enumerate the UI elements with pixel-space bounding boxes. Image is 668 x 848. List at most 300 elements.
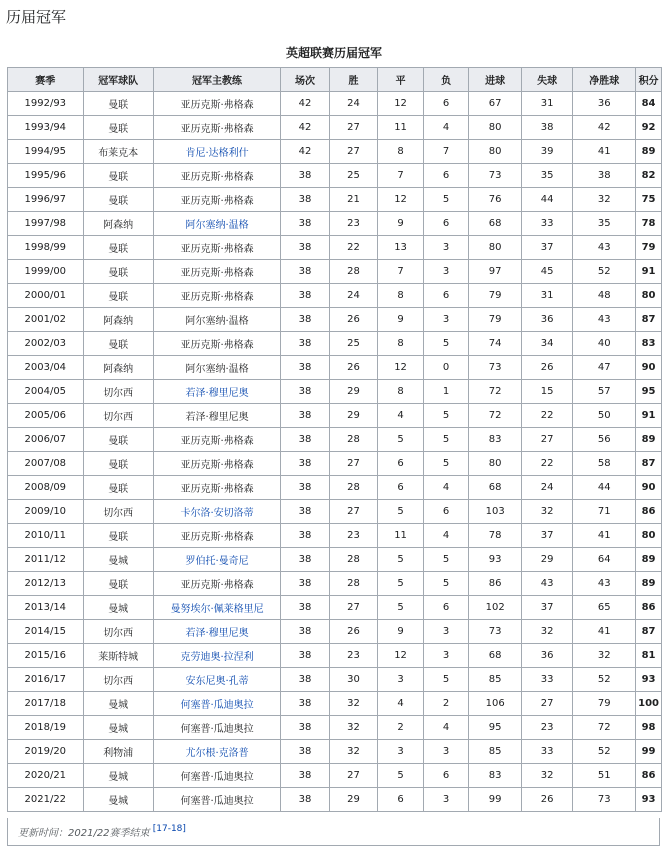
played-cell: 38 [281,164,329,188]
header-played: 场次 [281,68,329,92]
goals-for-cell: 85 [469,740,522,764]
coach-cell [153,740,280,764]
points-cell: 86 [636,764,662,788]
team-cell: 曼联 [83,188,153,212]
goals-against-cell: 36 [521,644,572,668]
goal-diff-cell: 65 [573,596,636,620]
won-cell: 32 [329,692,377,716]
team-cell: 曼联 [83,332,153,356]
table-row [8,668,662,692]
team-cell: 阿森纳 [83,308,153,332]
drawn-cell: 5 [378,548,424,572]
lost-cell: 4 [423,476,468,500]
coach-cell: 亚历克斯·弗格森 [153,236,280,260]
goals-for-cell: 83 [469,428,522,452]
coach-link[interactable]: 肯尼·达格利什 [185,148,249,159]
coach-cell: 亚历克斯·弗格森 [153,188,280,212]
goal-diff-cell: 50 [573,404,636,428]
points-cell: 86 [636,596,662,620]
won-cell: 27 [329,452,377,476]
won-cell: 24 [329,284,377,308]
coach-cell [153,212,280,236]
goal-diff-cell: 43 [573,308,636,332]
goals-for-cell: 99 [469,788,522,812]
won-cell: 32 [329,740,377,764]
season-cell: 2006/07 [8,428,84,452]
header-goal-diff: 净胜球 [573,68,636,92]
goals-for-cell: 73 [469,356,522,380]
goal-diff-cell: 52 [573,740,636,764]
played-cell: 38 [281,788,329,812]
points-cell: 80 [636,524,662,548]
lost-cell: 3 [423,260,468,284]
won-cell: 29 [329,404,377,428]
table-row [8,404,662,428]
goals-against-cell: 26 [521,788,572,812]
season-cell: 2004/05 [8,380,84,404]
team-cell: 布莱克本 [83,140,153,164]
goal-diff-cell: 40 [573,332,636,356]
lost-cell: 6 [423,212,468,236]
won-cell: 28 [329,548,377,572]
goals-against-cell: 24 [521,476,572,500]
drawn-cell: 9 [378,620,424,644]
coach-cell: 何塞普·瓜迪奥拉 [153,788,280,812]
lost-cell: 6 [423,500,468,524]
points-cell: 86 [636,500,662,524]
drawn-cell: 8 [378,332,424,356]
won-cell: 29 [329,380,377,404]
team-cell: 利物浦 [83,740,153,764]
goal-diff-cell: 47 [573,356,636,380]
goals-for-cell: 83 [469,764,522,788]
goals-against-cell: 32 [521,764,572,788]
played-cell: 38 [281,284,329,308]
header-goals-against: 失球 [521,68,572,92]
won-cell: 27 [329,116,377,140]
goals-against-cell: 29 [521,548,572,572]
lost-cell: 2 [423,692,468,716]
coach-link[interactable]: 尤尔根·克洛普 [185,748,249,759]
coach-cell: 阿尔塞纳·温格 [153,308,280,332]
coach-cell: 亚历克斯·弗格森 [153,572,280,596]
points-cell: 99 [636,740,662,764]
coach-link[interactable]: 克劳迪奥·拉涅利 [180,652,254,663]
points-cell: 89 [636,428,662,452]
coach-cell: 亚历克斯·弗格森 [153,164,280,188]
team-cell: 切尔西 [83,668,153,692]
goals-for-cell: 79 [469,308,522,332]
lost-cell: 3 [423,740,468,764]
lost-cell: 4 [423,524,468,548]
goals-against-cell: 31 [521,92,572,116]
lost-cell: 5 [423,428,468,452]
team-cell: 莱斯特城 [83,644,153,668]
goals-for-cell: 68 [469,212,522,236]
team-cell: 切尔西 [83,404,153,428]
goals-for-cell: 79 [469,284,522,308]
update-note: 更新时间：2021/22赛季结束 [18,828,150,839]
goals-for-cell: 80 [469,116,522,140]
played-cell: 38 [281,236,329,260]
team-cell: 阿森纳 [83,212,153,236]
won-cell: 26 [329,308,377,332]
season-cell: 2012/13 [8,572,84,596]
points-cell: 100 [636,692,662,716]
lost-cell: 5 [423,572,468,596]
lost-cell: 3 [423,788,468,812]
table-row [8,476,662,500]
points-cell: 87 [636,620,662,644]
lost-cell: 6 [423,164,468,188]
goal-diff-cell: 32 [573,188,636,212]
table-row [8,764,662,788]
goals-against-cell: 37 [521,524,572,548]
season-cell: 1997/98 [8,212,84,236]
coach-link[interactable]: 卡尔洛·安切洛蒂 [180,508,254,519]
table-row [8,572,662,596]
table-row [8,596,662,620]
team-cell: 曼联 [83,428,153,452]
drawn-cell: 7 [378,260,424,284]
played-cell: 42 [281,116,329,140]
page-title: 历届冠军 [6,8,67,26]
season-cell: 2002/03 [8,332,84,356]
header-team: 冠军球队 [83,68,153,92]
goals-against-cell: 33 [521,212,572,236]
team-cell: 曼联 [83,452,153,476]
played-cell: 38 [281,212,329,236]
won-cell: 25 [329,164,377,188]
coach-cell [153,644,280,668]
won-cell: 28 [329,260,377,284]
points-cell: 91 [636,260,662,284]
drawn-cell: 13 [378,236,424,260]
goal-diff-cell: 35 [573,212,636,236]
team-cell: 曼联 [83,284,153,308]
drawn-cell: 6 [378,476,424,500]
team-cell: 曼联 [83,164,153,188]
season-cell: 2013/14 [8,596,84,620]
played-cell: 42 [281,140,329,164]
season-cell: 2020/21 [8,764,84,788]
team-cell: 曼城 [83,764,153,788]
season-cell: 2009/10 [8,500,84,524]
coach-cell: 若泽·穆里尼奥 [153,404,280,428]
coach-link[interactable]: 若泽·穆里尼奥 [185,388,249,399]
points-cell: 87 [636,308,662,332]
won-cell: 27 [329,500,377,524]
goals-against-cell: 37 [521,596,572,620]
coach-link[interactable]: 阿尔塞纳·温格 [185,220,249,231]
goal-diff-cell: 41 [573,140,636,164]
table-row [8,644,662,668]
goals-for-cell: 80 [469,236,522,260]
played-cell: 38 [281,692,329,716]
played-cell: 38 [281,356,329,380]
played-cell: 38 [281,596,329,620]
played-cell: 38 [281,380,329,404]
header-lost: 负 [423,68,468,92]
lost-cell: 4 [423,116,468,140]
coach-link[interactable]: 何塞普·瓜迪奥拉 [180,700,254,711]
season-cell: 2016/17 [8,668,84,692]
goals-against-cell: 36 [521,308,572,332]
points-cell: 83 [636,332,662,356]
won-cell: 28 [329,428,377,452]
goal-diff-cell: 73 [573,788,636,812]
goals-against-cell: 33 [521,668,572,692]
coach-cell: 阿尔塞纳·温格 [153,356,280,380]
goals-for-cell: 106 [469,692,522,716]
won-cell: 25 [329,332,377,356]
points-cell: 89 [636,548,662,572]
season-cell: 2018/19 [8,716,84,740]
lost-cell: 6 [423,284,468,308]
coach-cell: 亚历克斯·弗格森 [153,284,280,308]
goals-against-cell: 32 [521,500,572,524]
coach-cell [153,692,280,716]
team-cell: 曼联 [83,236,153,260]
played-cell: 38 [281,332,329,356]
team-cell: 切尔西 [83,620,153,644]
points-cell: 98 [636,716,662,740]
points-cell: 81 [636,644,662,668]
won-cell: 28 [329,476,377,500]
lost-cell: 3 [423,620,468,644]
lost-cell: 6 [423,92,468,116]
points-cell: 93 [636,788,662,812]
table-row [8,284,662,308]
goals-against-cell: 15 [521,380,572,404]
goal-diff-cell: 36 [573,92,636,116]
won-cell: 22 [329,236,377,260]
table-footer [7,818,660,846]
won-cell: 27 [329,140,377,164]
season-cell: 2008/09 [8,476,84,500]
won-cell: 24 [329,92,377,116]
coach-cell [153,380,280,404]
points-cell: 90 [636,476,662,500]
won-cell: 23 [329,644,377,668]
goals-for-cell: 102 [469,596,522,620]
table-row [8,452,662,476]
goals-against-cell: 44 [521,188,572,212]
table-row [8,524,662,548]
lost-cell: 6 [423,764,468,788]
goals-against-cell: 35 [521,164,572,188]
table-row [8,500,662,524]
coach-cell: 亚历克斯·弗格森 [153,332,280,356]
won-cell: 27 [329,764,377,788]
goals-against-cell: 38 [521,116,572,140]
lost-cell: 0 [423,356,468,380]
coach-cell: 亚历克斯·弗格森 [153,260,280,284]
played-cell: 38 [281,572,329,596]
goals-for-cell: 68 [469,476,522,500]
drawn-cell: 12 [378,188,424,212]
points-cell: 84 [636,92,662,116]
season-cell: 2010/11 [8,524,84,548]
points-cell: 90 [636,356,662,380]
played-cell: 38 [281,476,329,500]
drawn-cell: 5 [378,428,424,452]
table-row [8,380,662,404]
coach-cell: 亚历克斯·弗格森 [153,428,280,452]
drawn-cell: 5 [378,572,424,596]
drawn-cell: 3 [378,668,424,692]
goals-against-cell: 22 [521,404,572,428]
goals-for-cell: 95 [469,716,522,740]
played-cell: 38 [281,452,329,476]
drawn-cell: 7 [378,164,424,188]
goals-for-cell: 78 [469,524,522,548]
drawn-cell: 11 [378,524,424,548]
header-season: 赛季 [8,68,84,92]
coach-link[interactable]: 罗伯托·曼奇尼 [185,556,249,567]
goals-for-cell: 76 [469,188,522,212]
coach-link[interactable]: 安东尼奥·孔蒂 [185,676,249,687]
goal-diff-cell: 79 [573,692,636,716]
points-cell: 79 [636,236,662,260]
goal-diff-cell: 43 [573,236,636,260]
drawn-cell: 11 [378,116,424,140]
coach-cell [153,548,280,572]
goals-for-cell: 72 [469,404,522,428]
points-cell: 75 [636,188,662,212]
season-cell: 2000/01 [8,284,84,308]
points-cell: 93 [636,668,662,692]
goals-for-cell: 80 [469,140,522,164]
table-row [8,116,662,140]
goal-diff-cell: 43 [573,572,636,596]
season-cell: 2017/18 [8,692,84,716]
played-cell: 38 [281,188,329,212]
played-cell: 38 [281,404,329,428]
table-row [8,620,662,644]
drawn-cell: 12 [378,644,424,668]
points-cell: 89 [636,572,662,596]
goals-against-cell: 23 [521,716,572,740]
team-cell: 曼联 [83,572,153,596]
team-cell: 曼城 [83,692,153,716]
goals-for-cell: 74 [469,332,522,356]
points-cell: 91 [636,404,662,428]
goals-against-cell: 34 [521,332,572,356]
table-row [8,212,662,236]
goals-for-cell: 80 [469,452,522,476]
reference-link[interactable]: [17-18] [152,824,186,834]
goals-for-cell: 103 [469,500,522,524]
goal-diff-cell: 57 [573,380,636,404]
goals-against-cell: 37 [521,236,572,260]
goals-against-cell: 22 [521,452,572,476]
points-cell: 80 [636,284,662,308]
won-cell: 29 [329,788,377,812]
won-cell: 21 [329,188,377,212]
goals-for-cell: 68 [469,644,522,668]
points-cell: 92 [636,116,662,140]
goals-for-cell: 85 [469,668,522,692]
drawn-cell: 5 [378,500,424,524]
season-cell: 2019/20 [8,740,84,764]
coach-cell: 亚历克斯·弗格森 [153,92,280,116]
season-cell: 2001/02 [8,308,84,332]
table-row [8,692,662,716]
points-cell: 78 [636,212,662,236]
table-body [8,92,662,812]
points-cell: 89 [636,140,662,164]
goal-diff-cell: 56 [573,428,636,452]
goal-diff-cell: 41 [573,620,636,644]
goal-diff-cell: 64 [573,548,636,572]
drawn-cell: 8 [378,140,424,164]
team-cell: 曼联 [83,476,153,500]
table-row [8,260,662,284]
goal-diff-cell: 51 [573,764,636,788]
won-cell: 27 [329,596,377,620]
lost-cell: 3 [423,308,468,332]
goal-diff-cell: 44 [573,476,636,500]
won-cell: 26 [329,620,377,644]
drawn-cell: 8 [378,380,424,404]
lost-cell: 5 [423,548,468,572]
played-cell: 38 [281,740,329,764]
header-coach: 冠军主教练 [153,68,280,92]
coach-cell [153,140,280,164]
team-cell: 曼城 [83,788,153,812]
season-cell: 2021/22 [8,788,84,812]
played-cell: 38 [281,548,329,572]
goal-diff-cell: 38 [573,164,636,188]
won-cell: 23 [329,212,377,236]
coach-cell [153,596,280,620]
coach-cell: 何塞普·瓜迪奥拉 [153,764,280,788]
table-row [8,308,662,332]
points-cell: 82 [636,164,662,188]
goal-diff-cell: 41 [573,524,636,548]
played-cell: 38 [281,764,329,788]
lost-cell: 1 [423,380,468,404]
goal-diff-cell: 52 [573,668,636,692]
season-cell: 2015/16 [8,644,84,668]
goals-against-cell: 27 [521,692,572,716]
coach-link[interactable]: 若泽·穆里尼奥 [185,628,249,639]
goals-for-cell: 86 [469,572,522,596]
goals-for-cell: 97 [469,260,522,284]
goals-against-cell: 39 [521,140,572,164]
table-row [8,548,662,572]
coach-cell [153,620,280,644]
season-cell: 1994/95 [8,140,84,164]
table-row [8,164,662,188]
coach-cell: 何塞普·瓜迪奥拉 [153,716,280,740]
played-cell: 38 [281,260,329,284]
team-cell: 曼联 [83,116,153,140]
team-cell: 曼联 [83,92,153,116]
table-caption: 英超联赛历届冠军 [285,46,382,60]
played-cell: 38 [281,668,329,692]
goal-diff-cell: 48 [573,284,636,308]
goal-diff-cell: 52 [573,260,636,284]
season-cell: 2011/12 [8,548,84,572]
team-cell: 曼城 [83,596,153,620]
coach-link[interactable]: 曼努埃尔·佩莱格里尼 [170,604,264,615]
coach-cell: 亚历克斯·弗格森 [153,476,280,500]
team-cell: 阿森纳 [83,356,153,380]
coach-cell: 亚历克斯·弗格森 [153,116,280,140]
team-cell: 曼城 [83,716,153,740]
